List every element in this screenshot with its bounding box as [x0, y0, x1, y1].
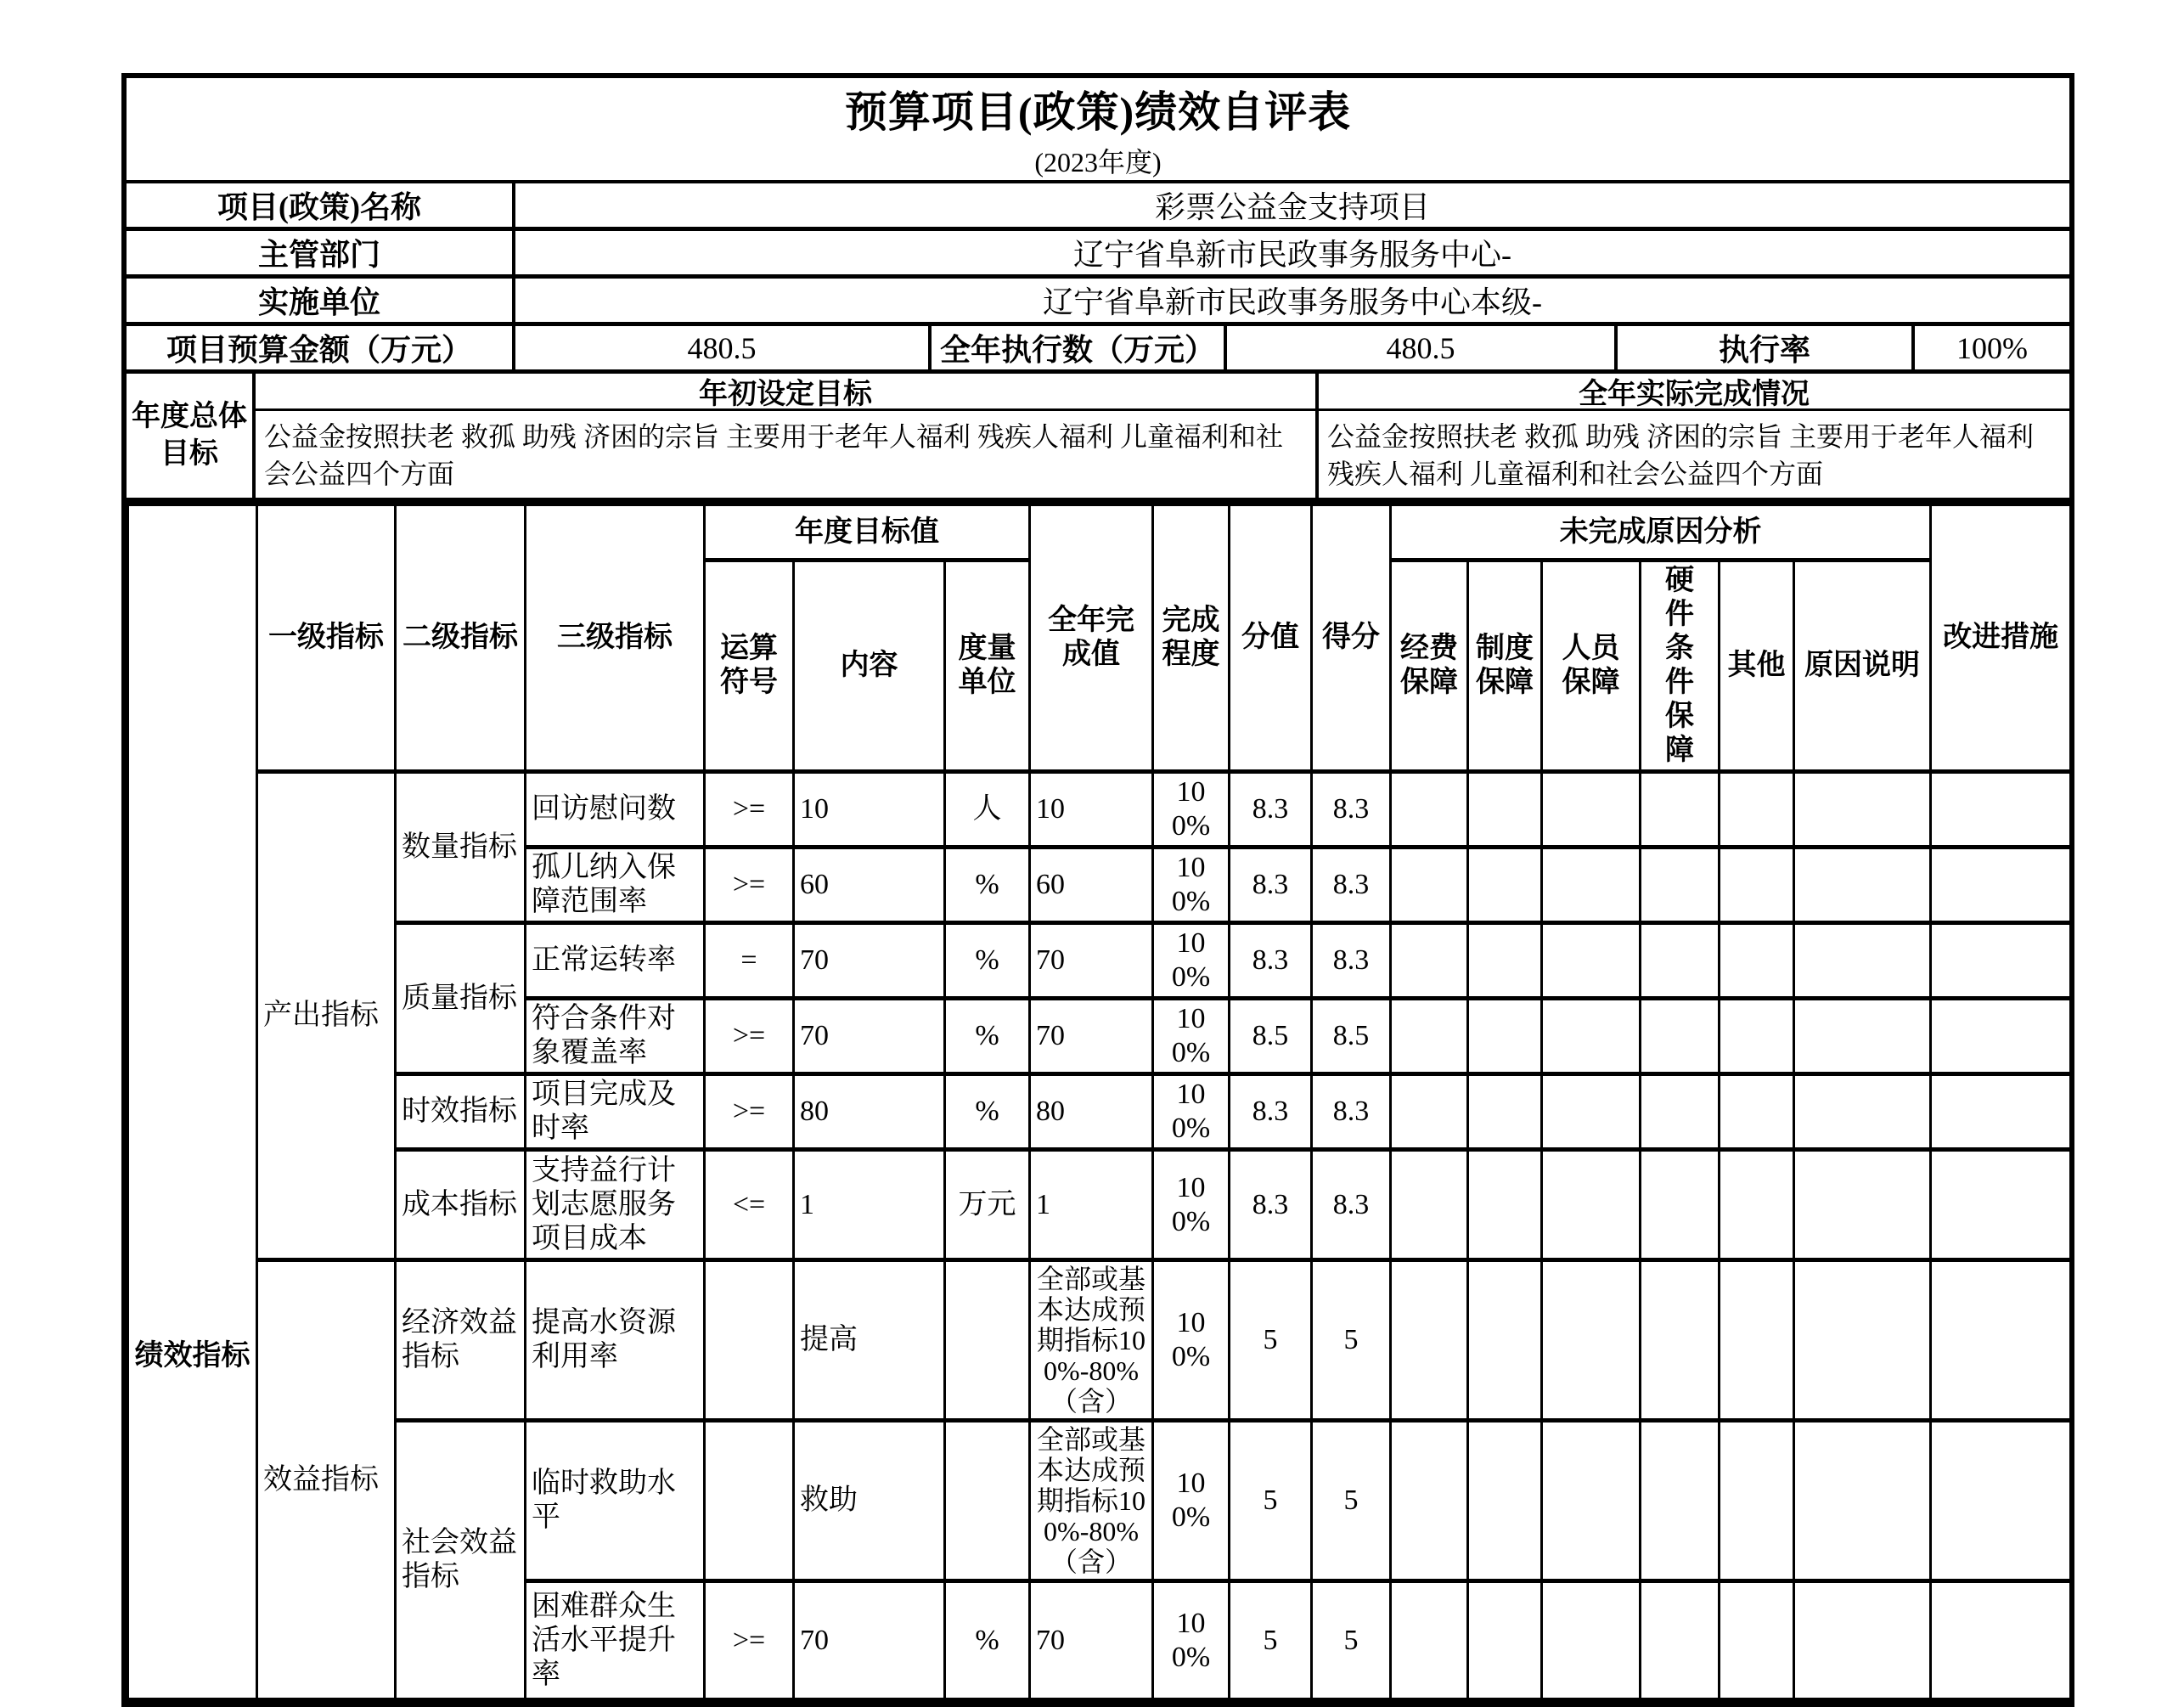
- cell-score: 8.3: [1230, 848, 1312, 923]
- cell-operator: [705, 1260, 794, 1421]
- header-level3: 三级指标: [526, 504, 705, 772]
- header-level2: 二级指标: [396, 504, 526, 772]
- header-annual-target-group: 年度目标值: [705, 504, 1030, 561]
- header-gained: 得分: [1312, 504, 1391, 772]
- cell-gained: 8.3: [1312, 772, 1391, 848]
- empty-cell: [1720, 923, 1794, 999]
- cell-score: 5: [1230, 1421, 1312, 1581]
- row-implementing-unit: [127, 279, 2069, 326]
- annual-goal-section: [127, 374, 2069, 502]
- cell-gained: 5: [1312, 1581, 1391, 1700]
- cell-degree: 100%: [1153, 999, 1230, 1074]
- empty-cell: [1468, 1074, 1542, 1150]
- empty-cell: [1794, 772, 1931, 848]
- empty-cell: [1931, 999, 2071, 1074]
- cell-unit: %: [945, 848, 1030, 923]
- empty-cell: [1794, 1581, 1931, 1700]
- empty-cell: [1931, 1581, 2071, 1700]
- header-unit: 度量单位: [945, 561, 1030, 772]
- empty-cell: [1542, 999, 1641, 1074]
- implementing-unit-label: 实施单位: [127, 279, 515, 322]
- cell-level1: 效益指标: [257, 1260, 396, 1700]
- cell-gained: 5: [1312, 1260, 1391, 1421]
- cell-level3: 项目完成及时率: [526, 1074, 705, 1150]
- empty-cell: [1794, 1150, 1931, 1260]
- cell-gained: 8.3: [1312, 1074, 1391, 1150]
- header-content: 内容: [794, 561, 945, 772]
- cell-target: 70: [794, 999, 945, 1074]
- empty-cell: [1720, 848, 1794, 923]
- empty-cell: [1931, 1150, 2071, 1260]
- cell-unit: %: [945, 923, 1030, 999]
- empty-cell: [1391, 1421, 1468, 1581]
- indicator-row: [128, 1421, 2071, 1581]
- indicator-row: [128, 1074, 2071, 1150]
- cell-unit: 人: [945, 772, 1030, 848]
- empty-cell: [1720, 772, 1794, 848]
- cell-score: 8.3: [1230, 1074, 1312, 1150]
- self-eval-table: [121, 73, 2074, 1707]
- empty-cell: [1542, 1260, 1641, 1421]
- header-other: 其他: [1720, 561, 1794, 772]
- cell-actual: 70: [1030, 1581, 1153, 1700]
- cell-operator: >=: [705, 1581, 794, 1700]
- initial-goal-header: 年初设定目标: [256, 374, 1315, 411]
- cell-unit: %: [945, 1581, 1030, 1700]
- cell-operator: [705, 1421, 794, 1581]
- cell-gained: 8.5: [1312, 999, 1391, 1074]
- empty-cell: [1542, 1421, 1641, 1581]
- cell-target: 70: [794, 1581, 945, 1700]
- budget-amount-label: 项目预算金额（万元）: [127, 326, 515, 369]
- empty-cell: [1468, 1150, 1542, 1260]
- cell-operator: >=: [705, 999, 794, 1074]
- actual-completion-cell: [1319, 374, 2069, 498]
- empty-cell: [1391, 1260, 1468, 1421]
- empty-cell: [1641, 1421, 1720, 1581]
- empty-cell: [1391, 1581, 1468, 1700]
- empty-cell: [1931, 1260, 2071, 1421]
- empty-cell: [1720, 1581, 1794, 1700]
- empty-cell: [1720, 1260, 1794, 1421]
- header-hardware-guarantee: 硬件条件保障: [1641, 561, 1720, 772]
- header-system-guarantee: 制度保障: [1468, 561, 1542, 772]
- empty-cell: [1468, 923, 1542, 999]
- cell-unit: 万元: [945, 1150, 1030, 1260]
- cell-degree: 100%: [1153, 1260, 1230, 1421]
- header-completion-degree: 完成程度: [1153, 504, 1230, 772]
- page-subtitle: (2023年度): [1034, 147, 1162, 177]
- section-label-performance-indicators: 绩效指标: [128, 504, 257, 1700]
- empty-cell: [1641, 848, 1720, 923]
- page-title: 预算项目(政策)绩效自评表: [844, 88, 1352, 136]
- empty-cell: [1542, 923, 1641, 999]
- annual-goal-label: 年度总体目标: [127, 374, 256, 498]
- empty-cell: [1468, 772, 1542, 848]
- cell-score: 8.3: [1230, 1150, 1312, 1260]
- empty-cell: [1720, 1074, 1794, 1150]
- actual-completion-text: 公益金按照扶老 救孤 助残 济困的宗旨 主要用于老年人福利 残疾人福利 儿童福利和社会公益四个方面: [1327, 421, 2035, 489]
- empty-cell: [1720, 1421, 1794, 1581]
- execution-rate-value: 100%: [1956, 330, 2028, 365]
- cell-target: 10: [794, 772, 945, 848]
- cell-actual: 全部或基本达成预期指标100%-80%（含）: [1030, 1421, 1153, 1581]
- empty-cell: [1794, 848, 1931, 923]
- header-reason: 原因说明: [1794, 561, 1931, 772]
- indicator-row: [128, 1150, 2071, 1260]
- cell-score: 5: [1230, 1260, 1312, 1421]
- cell-target: 救助: [794, 1421, 945, 1581]
- execution-rate-label: 执行率: [1618, 326, 1915, 369]
- project-name-value: 彩票公益金支持项目: [1154, 190, 1430, 224]
- row-project-name: [127, 183, 2069, 231]
- empty-cell: [1641, 1074, 1720, 1150]
- empty-cell: [1641, 772, 1720, 848]
- empty-cell: [1931, 1074, 2071, 1150]
- cell-score: 8.3: [1230, 923, 1312, 999]
- empty-cell: [1641, 1581, 1720, 1700]
- cell-target: 1: [794, 1150, 945, 1260]
- cell-degree: 100%: [1153, 772, 1230, 848]
- cell-target: 提高: [794, 1260, 945, 1421]
- cell-unit: %: [945, 1074, 1030, 1150]
- empty-cell: [1931, 923, 2071, 999]
- cell-operator: >=: [705, 1074, 794, 1150]
- cell-gained: 5: [1312, 1421, 1391, 1581]
- header-uncompleted-reason-group: 未完成原因分析: [1391, 504, 1931, 561]
- empty-cell: [1542, 848, 1641, 923]
- empty-cell: [1794, 1421, 1931, 1581]
- empty-cell: [1931, 848, 2071, 923]
- indicator-row: [128, 923, 2071, 999]
- executed-amount-label: 全年执行数（万元）: [932, 326, 1227, 369]
- cell-actual: 80: [1030, 1074, 1153, 1150]
- empty-cell: [1931, 1421, 2071, 1581]
- competent-department-value: 辽宁省阜新市民政事务服务中心-: [1073, 238, 1511, 272]
- cell-operator: =: [705, 923, 794, 999]
- cell-actual: 全部或基本达成预期指标100%-80%（含）: [1030, 1260, 1153, 1421]
- row-budget: [127, 326, 2069, 374]
- cell-level3: 提高水资源利用率: [526, 1260, 705, 1421]
- header-fund-guarantee: 经费保障: [1391, 561, 1468, 772]
- header-operator: 运算符号: [705, 561, 794, 772]
- empty-cell: [1391, 1150, 1468, 1260]
- cell-unit: [945, 1260, 1030, 1421]
- cell-level3: 孤儿纳入保障范围率: [526, 848, 705, 923]
- title-block: [127, 78, 2069, 183]
- empty-cell: [1391, 772, 1468, 848]
- empty-cell: [1641, 923, 1720, 999]
- empty-cell: [1468, 848, 1542, 923]
- cell-unit: [945, 1421, 1030, 1581]
- implementing-unit-value: 辽宁省阜新市民政事务服务中心本级-: [1043, 285, 1542, 319]
- cell-level2: 经济效益指标: [396, 1260, 526, 1421]
- indicator-table: [127, 502, 2072, 1702]
- cell-actual: 70: [1030, 999, 1153, 1074]
- empty-cell: [1641, 1260, 1720, 1421]
- empty-cell: [1794, 1260, 1931, 1421]
- cell-actual: 70: [1030, 923, 1153, 999]
- empty-cell: [1391, 1074, 1468, 1150]
- empty-cell: [1542, 1150, 1641, 1260]
- cell-level3: 支持益行计划志愿服务项目成本: [526, 1150, 705, 1260]
- cell-level3: 困难群众生活水平提升率: [526, 1581, 705, 1700]
- cell-score: 5: [1230, 1581, 1312, 1700]
- cell-actual: 1: [1030, 1150, 1153, 1260]
- executed-amount-value: 480.5: [1227, 326, 1618, 369]
- initial-goal-text: 公益金按照扶老 救孤 助残 济困的宗旨 主要用于老年人福利 残疾人福利 儿童福利和社会公益四个方面: [264, 421, 1284, 489]
- cell-gained: 8.3: [1312, 848, 1391, 923]
- empty-cell: [1542, 1074, 1641, 1150]
- cell-level3: 回访慰问数: [526, 772, 705, 848]
- empty-cell: [1794, 999, 1931, 1074]
- empty-cell: [1468, 1260, 1542, 1421]
- cell-degree: 100%: [1153, 1581, 1230, 1700]
- empty-cell: [1391, 999, 1468, 1074]
- cell-degree: 100%: [1153, 1074, 1230, 1150]
- cell-gained: 8.3: [1312, 1150, 1391, 1260]
- empty-cell: [1391, 848, 1468, 923]
- empty-cell: [1542, 772, 1641, 848]
- cell-target: 80: [794, 1074, 945, 1150]
- header-staff-guarantee: 人员保障: [1542, 561, 1641, 772]
- empty-cell: [1931, 772, 2071, 848]
- empty-cell: [1720, 999, 1794, 1074]
- row-competent-department: [127, 231, 2069, 279]
- indicator-row: [128, 1260, 2071, 1421]
- initial-goal-cell: [256, 374, 1319, 498]
- cell-degree: 100%: [1153, 1150, 1230, 1260]
- header-score: 分值: [1230, 504, 1312, 772]
- header-annual-actual: 全年完成值: [1030, 504, 1153, 772]
- cell-level2: 社会效益指标: [396, 1421, 526, 1700]
- cell-score: 8.3: [1230, 772, 1312, 848]
- cell-level1: 产出指标: [257, 772, 396, 1260]
- cell-gained: 8.3: [1312, 923, 1391, 999]
- cell-target: 70: [794, 923, 945, 999]
- cell-degree: 100%: [1153, 923, 1230, 999]
- empty-cell: [1720, 1150, 1794, 1260]
- empty-cell: [1468, 1581, 1542, 1700]
- competent-department-label: 主管部门: [127, 231, 515, 274]
- project-name-label: 项目(政策)名称: [127, 183, 515, 227]
- empty-cell: [1468, 999, 1542, 1074]
- header-level1: 一级指标: [257, 504, 396, 772]
- actual-completion-header: 全年实际完成情况: [1319, 374, 2069, 411]
- cell-target: 60: [794, 848, 945, 923]
- empty-cell: [1794, 1074, 1931, 1150]
- cell-level2: 成本指标: [396, 1150, 526, 1260]
- cell-operator: <=: [705, 1150, 794, 1260]
- cell-level3: 正常运转率: [526, 923, 705, 999]
- indicator-row: [128, 772, 2071, 848]
- cell-actual: 60: [1030, 848, 1153, 923]
- cell-actual: 10: [1030, 772, 1153, 848]
- budget-amount-value: 480.5: [515, 326, 932, 369]
- cell-unit: %: [945, 999, 1030, 1074]
- header-improvement: 改进措施: [1931, 504, 2071, 772]
- empty-cell: [1391, 923, 1468, 999]
- empty-cell: [1542, 1581, 1641, 1700]
- indicator-header-row-1: [128, 504, 2071, 561]
- cell-degree: 100%: [1153, 848, 1230, 923]
- empty-cell: [1794, 923, 1931, 999]
- empty-cell: [1641, 1150, 1720, 1260]
- cell-level2: 数量指标: [396, 772, 526, 923]
- cell-level3: 临时救助水平: [526, 1421, 705, 1581]
- cell-degree: 100%: [1153, 1421, 1230, 1581]
- empty-cell: [1641, 999, 1720, 1074]
- cell-level3: 符合条件对象覆盖率: [526, 999, 705, 1074]
- cell-level2: 质量指标: [396, 923, 526, 1074]
- cell-operator: >=: [705, 772, 794, 848]
- cell-score: 8.5: [1230, 999, 1312, 1074]
- empty-cell: [1468, 1421, 1542, 1581]
- cell-level2: 时效指标: [396, 1074, 526, 1150]
- cell-operator: >=: [705, 848, 794, 923]
